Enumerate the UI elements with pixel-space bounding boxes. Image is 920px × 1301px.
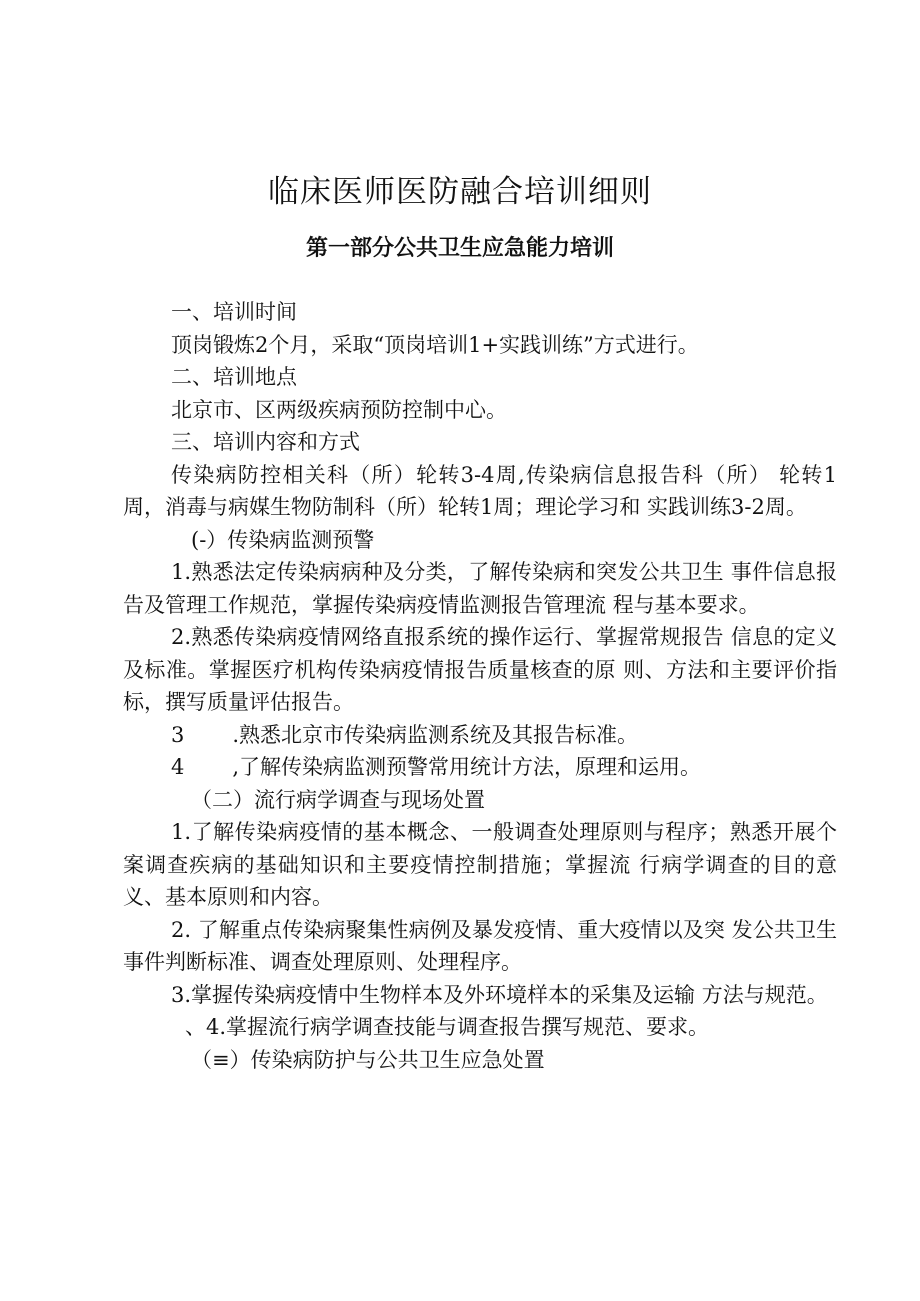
- subsection-heading-protection: （≡）传染病防护与公共卫生应急处置: [191, 1047, 545, 1072]
- section-heading-time: 一、培训时间: [171, 300, 297, 324]
- list-item: 2. 了解重点传染病聚集性病例及暴发疫情、重大疫情以及突 发公共卫生事件判断标准、调查处理原则、处理程序。: [123, 917, 837, 974]
- document-subtitle: 第一部分公共卫生应急能力培训: [305, 235, 614, 261]
- list-number: 3: [171, 722, 185, 747]
- list-number: 4: [171, 755, 185, 779]
- list-item-text: ,了解传染病监测预警常用统计方法，原理和运用。: [232, 755, 702, 779]
- subsection-heading-epidemiology: （二）流行病学调查与现场处置: [191, 787, 485, 812]
- document-body: [123, 296, 837, 1076]
- list-item: 1.了解传染病疫情的基本概念、一般调查处理原则与程序；熟悉开展个案调查疾病的基础知识和主要疫情控制措施；掌握流 行病学调查的目的意义、基本原则和内容。: [123, 820, 837, 909]
- paragraph-content: 传染病防控相关科（所）轮转3-4周,传染病信息报告科（所） 轮转1周，消毒与病媒生物防制科（所）轮转1周；理论学习和 实践训练3-2周。: [123, 462, 837, 519]
- list-item: 3.掌握传染病疫情中生物样本及外环境样本的采集及运输 方法与规范。: [171, 982, 828, 1007]
- section-heading-location: 二、培训地点: [171, 365, 297, 389]
- section-heading-content: 三、培训内容和方式: [171, 430, 360, 454]
- list-item: 1.熟悉法定传染病病种及分类，了解传染病和突发公共卫生 事件信息报告及管理工作规范，掌握传染病疫情监测报告管理流 程与基本要求。: [123, 560, 837, 617]
- list-item: 、4.掌握流行病学调查技能与调查报告撰写规范、要求。: [185, 1015, 710, 1039]
- list-item: [123, 751, 837, 784]
- paragraph-time: 顶岗锻炼2个月，采取“顶岗培训1+实践训练”方式进行。: [171, 332, 699, 357]
- paragraph-location: 北京市、区两级疾病预防控制中心。: [171, 397, 507, 422]
- document-title: 临床医师医防融合培训细则: [268, 174, 652, 210]
- list-item: [123, 719, 837, 752]
- list-item-text: .熟悉北京市传染病监测系统及其报告标准。: [232, 722, 639, 747]
- list-item: 2.熟悉传染病疫情网络直报系统的操作运行、掌握常规报告 信息的定义及标准。掌握医疗机构传染病疫情报告质量核查的原 则、方法和主要评价指标，撰写质量评估报告。: [123, 625, 837, 714]
- subsection-heading-monitoring: (-）传染病监测预警: [191, 527, 375, 552]
